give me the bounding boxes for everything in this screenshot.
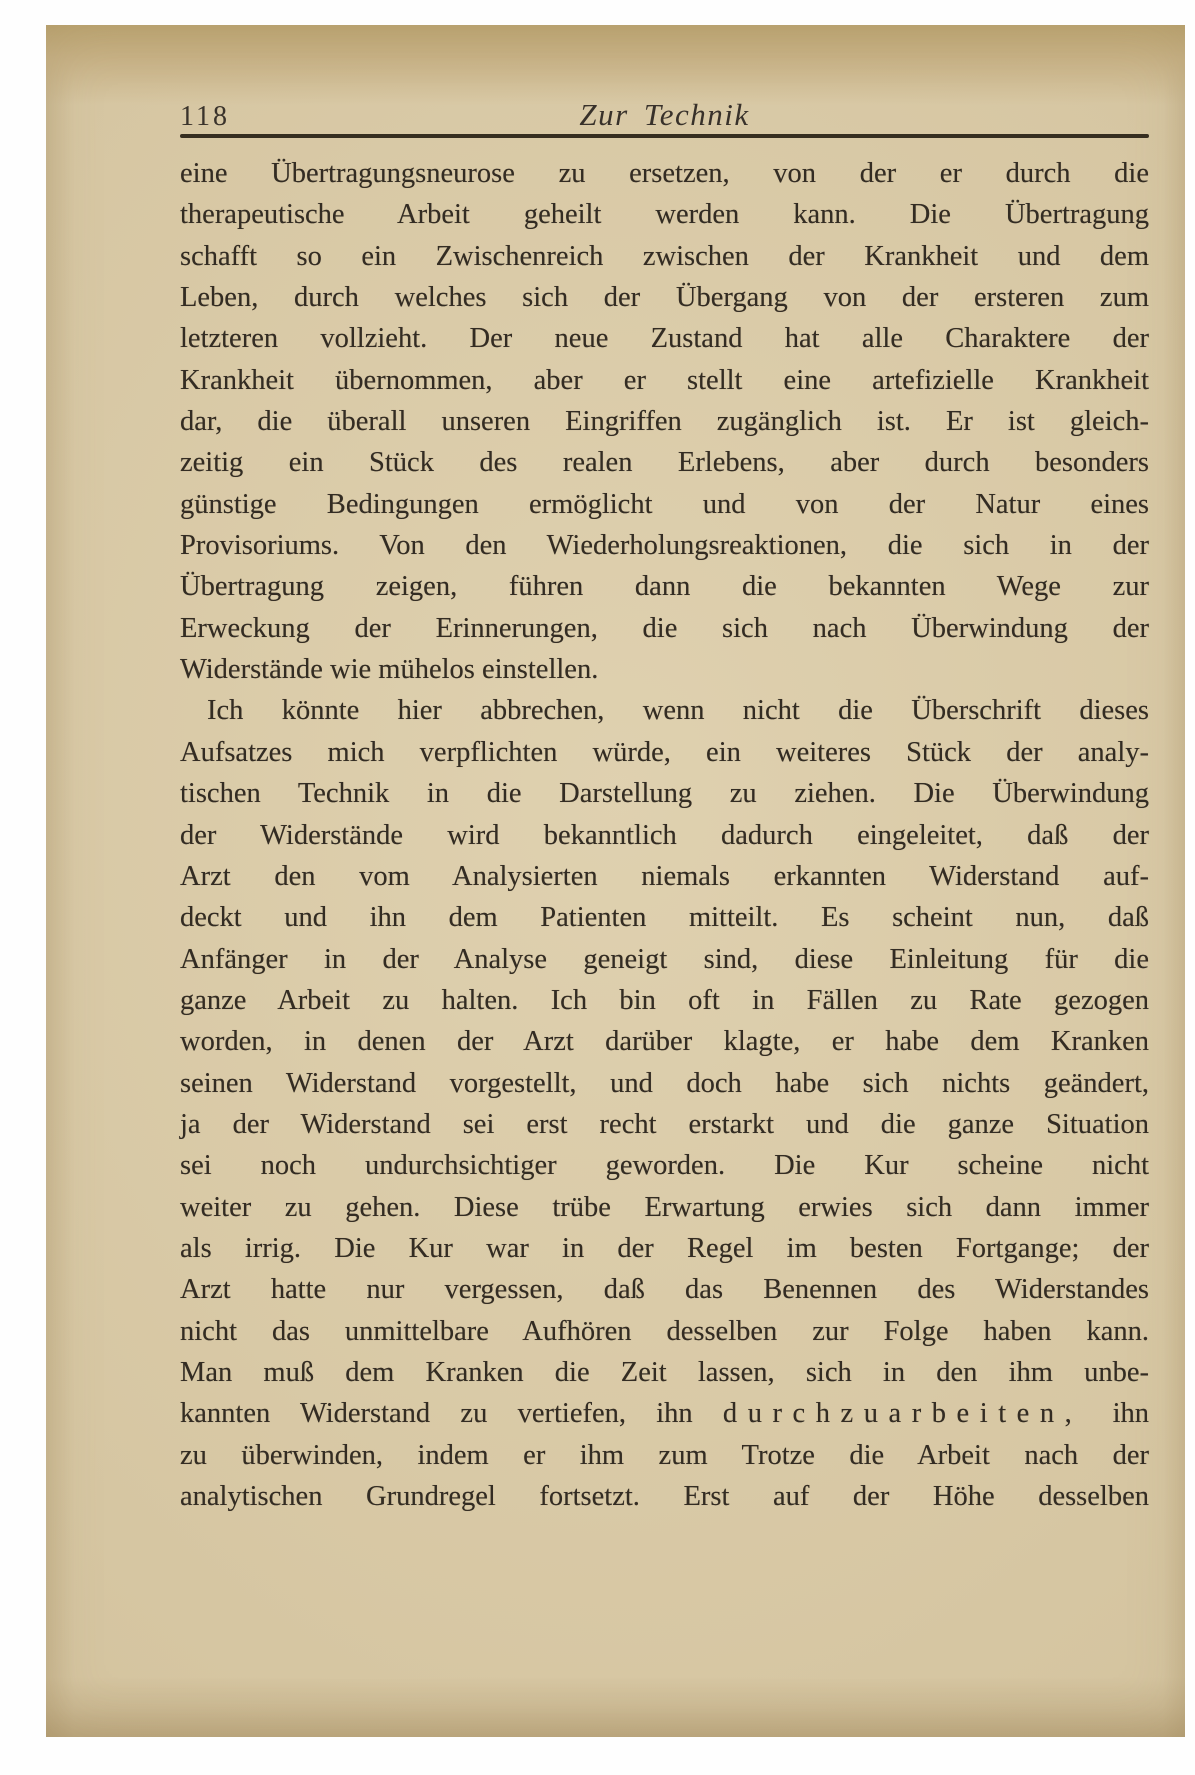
text-line <box>180 815 1149 856</box>
text-line <box>180 1435 1149 1476</box>
text-line <box>180 236 1149 277</box>
text-line <box>180 401 1149 442</box>
text-line <box>180 1145 1149 1186</box>
text-segment: therapeutische Arbeit geheilt werden kann. Die Übertragung <box>180 199 1149 231</box>
text-line <box>180 277 1149 318</box>
text-segment: seinen Widerstand vorgestellt, und doch habe sich nichts geändert, <box>180 1067 1149 1099</box>
text-line <box>180 1393 1149 1434</box>
page-number: 118 <box>180 101 230 132</box>
text-segment: weiter zu gehen. Diese trübe Erwartung erwies sich dann immer <box>180 1191 1149 1223</box>
text-line <box>180 1311 1149 1352</box>
text-line <box>180 980 1149 1021</box>
text-segment: kannten Widerstand zu vertiefen, ihn <box>180 1398 723 1430</box>
text-line <box>180 153 1149 194</box>
text-segment: eine Übertragungsneurose zu ersetzen, von der er durch die <box>180 158 1149 189</box>
text-line <box>180 1104 1149 1145</box>
text-segment: ganze Arbeit zu halten. Ich bin oft in Fällen zu Rate gezogen <box>180 984 1149 1016</box>
text-segment: Krankheit übernommen, aber er stellt eine artefizielle Krankheit <box>180 364 1149 396</box>
header-rule <box>180 134 1149 138</box>
text-segment: Man muß dem Kranken die Zeit lassen, sich in den ihm unbe- <box>180 1356 1149 1388</box>
text-line <box>180 1269 1149 1310</box>
text-line <box>180 1187 1149 1228</box>
text-line <box>180 318 1149 359</box>
text-segment: Aufsatzes mich verpflichten würde, ein weiteres Stück der analy- <box>180 736 1149 768</box>
running-header: Zur Technik <box>579 97 750 132</box>
text-line <box>180 566 1149 607</box>
text-segment: Anfänger in der Analyse geneigt sind, diese Einleitung für die <box>180 943 1149 975</box>
text-line <box>180 732 1149 773</box>
text-line <box>180 484 1149 525</box>
text-segment: nicht das unmittelbare Aufhören desselben zur Folge haben kann. <box>180 1315 1149 1347</box>
text-segment: günstige Bedingungen ermöglicht und von der Natur eines <box>180 488 1149 520</box>
text-segment: Widerstände wie mühelos einstellen. <box>180 654 599 686</box>
text-line <box>180 690 1149 731</box>
text-segment: zu überwinden, indem er ihm zum Trotze die Arbeit nach der <box>180 1439 1149 1471</box>
text-line <box>180 1063 1149 1104</box>
text-segment: Leben, durch welches sich der Übergang von der ersteren zum <box>180 282 1149 314</box>
text-line <box>180 649 1149 690</box>
text-segment: ja der Widerstand sei erst recht erstarkt und die ganze Situation <box>180 1108 1149 1140</box>
text-line <box>180 194 1149 235</box>
emphasized-word: durchzuarbeiten, <box>722 1398 1083 1430</box>
text-segment: der Widerstände wird bekanntlich dadurch eingeleitet, daß der <box>180 819 1149 851</box>
text-segment: Übertragung zeigen, führen dann die bekannten Wege zur <box>180 571 1149 603</box>
text-segment: deckt und ihn dem Patienten mitteilt. Es scheint nun, daß <box>180 902 1149 934</box>
text-segment: Ich könnte hier abbrechen, wenn nicht die Überschrift dieses <box>207 695 1149 727</box>
body-text <box>180 153 1149 1517</box>
text-segment: Arzt hatte nur vergessen, daß das Benennen des Widerstandes <box>180 1274 1149 1306</box>
text-line <box>180 1021 1149 1062</box>
text-segment: analytischen Grundregel fortsetzt. Erst auf der Höhe desselben <box>180 1481 1149 1512</box>
text-segment: Provisoriums. Von den Wiederholungsreaktionen, die sich in der <box>180 530 1149 562</box>
text-line <box>180 1476 1149 1517</box>
text-segment: Erweckung der Erinnerungen, die sich nach Überwindung der <box>180 612 1149 644</box>
text-segment: dar, die überall unseren Eingriffen zugänglich ist. Er ist gleich- <box>180 406 1149 438</box>
text-segment: letzteren vollzieht. Der neue Zustand hat alle Charaktere der <box>180 323 1149 355</box>
text-line <box>180 525 1149 566</box>
text-segment: sei noch undurchsichtiger geworden. Die Kur scheine nicht <box>180 1150 1149 1182</box>
text-segment: Arzt den vom Analysierten niemals erkannten Widerstand auf- <box>180 860 1149 892</box>
text-line <box>180 897 1149 938</box>
text-segment: ihn <box>1082 1398 1149 1430</box>
text-line <box>180 773 1149 814</box>
text-segment: als irrig. Die Kur war in der Regel im besten Fortgange; der <box>180 1232 1149 1264</box>
text-line <box>180 856 1149 897</box>
text-segment: schafft so ein Zwischenreich zwischen der Krankheit und dem <box>180 240 1149 272</box>
text-line <box>180 608 1149 649</box>
text-segment: worden, in denen der Arzt darüber klagte, er habe dem Kranken <box>180 1026 1149 1058</box>
text-line <box>180 939 1149 980</box>
text-line <box>180 360 1149 401</box>
text-line <box>180 1228 1149 1269</box>
book-page <box>46 25 1185 1737</box>
text-segment: tischen Technik in die Darstellung zu ziehen. Die Überwindung <box>180 778 1149 810</box>
text-line <box>180 1352 1149 1393</box>
text-line <box>180 442 1149 483</box>
text-segment: zeitig ein Stück des realen Erlebens, aber durch besonders <box>180 447 1149 479</box>
